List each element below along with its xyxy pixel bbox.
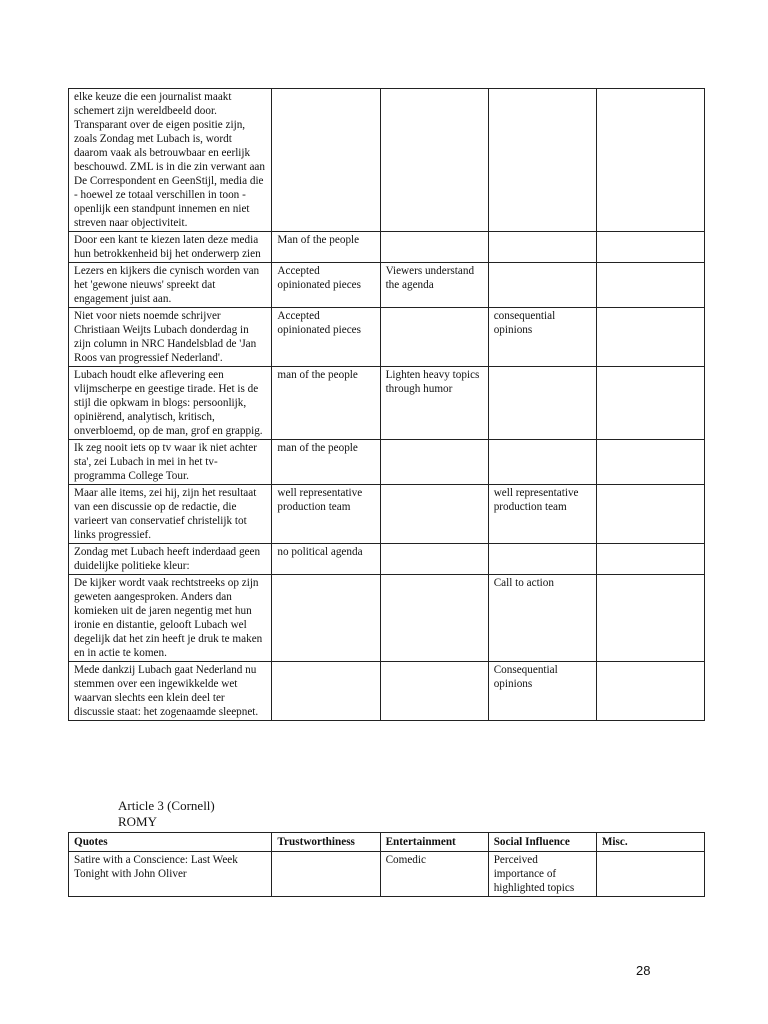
cell-entertainment xyxy=(380,232,488,263)
cell-trustworthiness: Accepted opinionated pieces xyxy=(272,308,380,367)
cell-trustworthiness: man of the people xyxy=(272,367,380,440)
table-row xyxy=(69,308,705,367)
header-entertainment: Entertainment xyxy=(380,833,488,852)
cell-entertainment xyxy=(380,544,488,575)
cell-social-influence: Consequential opinions xyxy=(488,662,596,721)
cell-social-influence xyxy=(488,544,596,575)
table-row xyxy=(69,575,705,662)
table-row xyxy=(69,662,705,721)
cell-misc xyxy=(596,367,704,440)
cell-entertainment: Comedic xyxy=(380,852,488,897)
cell-quote: De kijker wordt vaak rechtstreeks op zijn geweten aangesproken. Anders dan komieken uit de jaren negentig met hun ironie en distantie, gelooft Lubach wel degelijk dat het zin heeft je druk te maken en in actie te komen. xyxy=(69,575,272,662)
cell-trustworthiness: Man of the people xyxy=(272,232,380,263)
header-trustworthiness: Trustworthiness xyxy=(272,833,380,852)
cell-trustworthiness xyxy=(272,575,380,662)
cell-entertainment xyxy=(380,440,488,485)
table-row xyxy=(69,485,705,544)
article3-table xyxy=(68,832,705,897)
cell-social-influence: Call to action xyxy=(488,575,596,662)
cell-misc xyxy=(596,440,704,485)
cell-social-influence xyxy=(488,440,596,485)
cell-social-influence: consequential opinions xyxy=(488,308,596,367)
cell-misc xyxy=(596,852,704,897)
article-author: ROMY xyxy=(118,814,158,829)
cell-quote: Maar alle items, zei hij, zijn het resultaat van een discussie op de redactie, die varieert van conservatief christelijk tot links progressief. xyxy=(69,485,272,544)
cell-entertainment xyxy=(380,89,488,232)
cell-entertainment xyxy=(380,662,488,721)
cell-misc xyxy=(596,575,704,662)
cell-trustworthiness xyxy=(272,852,380,897)
cell-quote: Niet voor niets noemde schrijver Christiaan Weijts Lubach donderdag in zijn column in NRC Handelsblad de 'Jan Roos van progressief Nederland'. xyxy=(69,308,272,367)
table-row xyxy=(69,263,705,308)
cell-social-influence xyxy=(488,367,596,440)
cell-quote: Ik zeg nooit iets op tv waar ik niet achter sta', zei Lubach in mei in het tv-programma College Tour. xyxy=(69,440,272,485)
cell-quote: Zondag met Lubach heeft inderdaad geen duidelijke politieke kleur: xyxy=(69,544,272,575)
header-quotes: Quotes xyxy=(69,833,272,852)
cell-trustworthiness: well representative production team xyxy=(272,485,380,544)
table-row xyxy=(69,367,705,440)
cell-quote: elke keuze die een journalist maakt schemert zijn wereldbeeld door. Transparant over de eigen positie zijn, zoals Zondag met Lubach is, wordt daarom vaak als betrouwbaar en eerlijk beschouwd. ZML is in die zin verwant aan De Correspondent en GeenStijl, media die - hoewel ze totaal verschillen in toon - openlijk een standpunt innemen en niet streven naar objectiviteit. xyxy=(69,89,272,232)
coding-table xyxy=(68,88,705,721)
header-social-influence: Social Influence xyxy=(488,833,596,852)
cell-quote: Lezers en kijkers die cynisch worden van het 'gewone nieuws' spreekt dat engagement juist aan. xyxy=(69,263,272,308)
cell-quote: Door een kant te kiezen laten deze media hun betrokkenheid bij het onderwerp zien xyxy=(69,232,272,263)
cell-social-influence xyxy=(488,232,596,263)
cell-trustworthiness: Accepted opinionated pieces xyxy=(272,263,380,308)
cell-trustworthiness: man of the people xyxy=(272,440,380,485)
table-row xyxy=(69,544,705,575)
cell-entertainment xyxy=(380,485,488,544)
cell-misc xyxy=(596,263,704,308)
cell-misc xyxy=(596,89,704,232)
cell-misc xyxy=(596,662,704,721)
cell-misc xyxy=(596,232,704,263)
page-number: 28 xyxy=(636,963,651,978)
table-row xyxy=(69,89,705,232)
header-misc: Misc. xyxy=(596,833,704,852)
cell-entertainment: Lighten heavy topics through humor xyxy=(380,367,488,440)
cell-quote: Lubach houdt elke aflevering een vlijmscherpe en geestige tirade. Het is de stijl die opkwam in blogs: persoonlijk, opiniërend, analytisch, kritisch, onverbloemd, op de man, grof en grappig. xyxy=(69,367,272,440)
cell-misc xyxy=(596,485,704,544)
cell-entertainment: Viewers understand the agenda xyxy=(380,263,488,308)
table-row xyxy=(69,440,705,485)
cell-misc xyxy=(596,544,704,575)
cell-trustworthiness xyxy=(272,662,380,721)
cell-social-influence xyxy=(488,263,596,308)
article-title: Article 3 (Cornell) xyxy=(118,798,215,813)
cell-social-influence xyxy=(488,89,596,232)
cell-misc xyxy=(596,308,704,367)
table-row xyxy=(69,852,705,897)
cell-quote: Mede dankzij Lubach gaat Nederland nu stemmen over een ingewikkelde wet waarvan slechts een klein deel ter discussie staat: het zogenaamde sleepnet. xyxy=(69,662,272,721)
cell-trustworthiness: no political agenda xyxy=(272,544,380,575)
cell-social-influence: well representative production team xyxy=(488,485,596,544)
article-heading xyxy=(118,798,215,830)
cell-quote: Satire with a Conscience: Last Week Tonight with John Oliver xyxy=(69,852,272,897)
table-row xyxy=(69,232,705,263)
header-row xyxy=(69,833,705,852)
cell-entertainment xyxy=(380,575,488,662)
cell-social-influence: Perceived importance of highlighted topics xyxy=(488,852,596,897)
cell-trustworthiness xyxy=(272,89,380,232)
cell-entertainment xyxy=(380,308,488,367)
